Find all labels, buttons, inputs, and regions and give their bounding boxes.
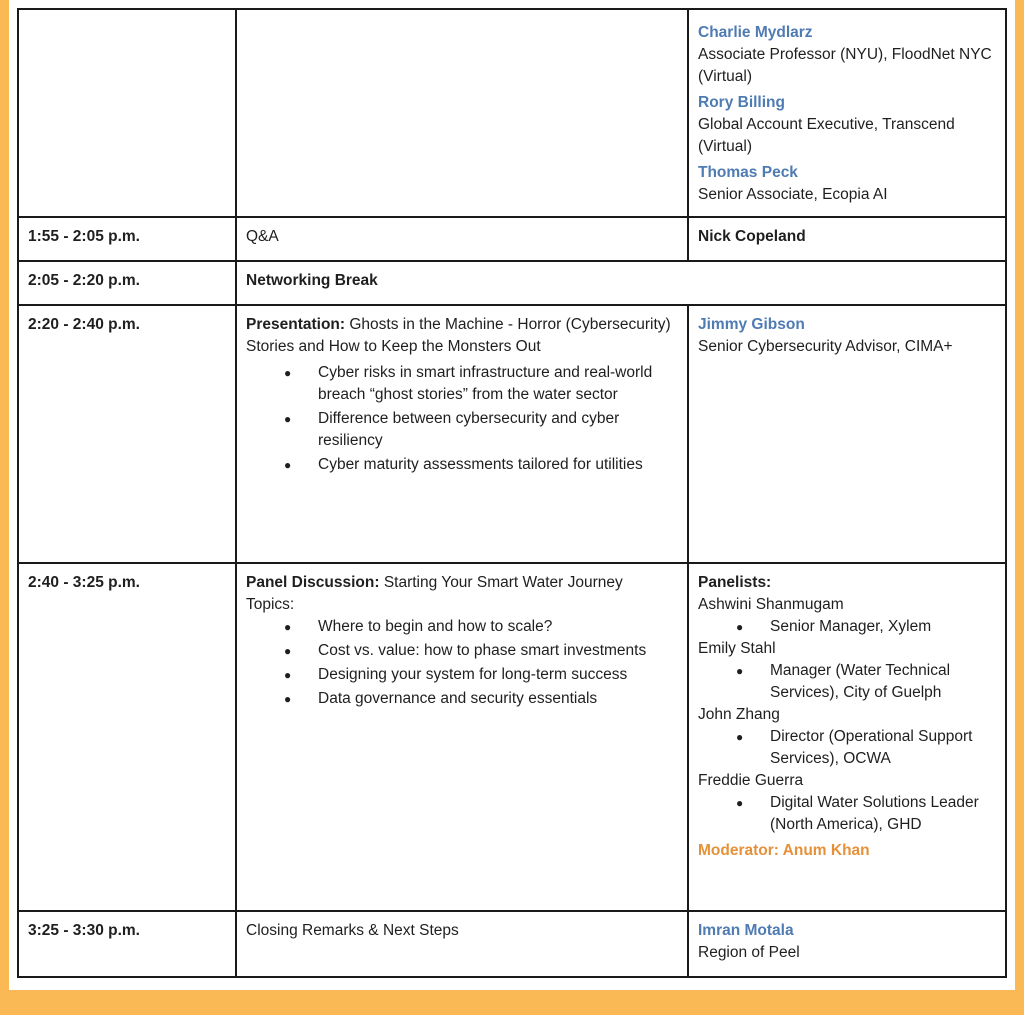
- panelist-role-list: [698, 660, 996, 704]
- session-cell: [236, 563, 688, 911]
- speaker-role: Associate Professor (NYU), FloodNet NYC (Virtual): [698, 46, 992, 85]
- table-row: [18, 261, 1006, 305]
- time-cell: 2:40 - 3:25 p.m.: [18, 563, 236, 911]
- speaker-name: Thomas Peck: [698, 164, 798, 181]
- panelist-role: ● Manager (Water Technical Services), City of Guelph: [770, 660, 996, 704]
- panelists-cell: [688, 563, 1006, 911]
- topics-label: Topics:: [246, 596, 295, 613]
- panelist-role: ● Digital Water Solutions Leader (North America), GHD: [770, 792, 996, 836]
- session-title: Closing Remarks & Next Steps: [236, 911, 688, 977]
- speaker-name: Imran Motala: [698, 922, 794, 939]
- speaker-name: Rory Billing: [698, 94, 785, 111]
- session-label: Presentation:: [246, 316, 346, 333]
- panelist-name: Ashwini Shanmugam: [698, 596, 844, 613]
- list-item: ● Designing your system for long-term success: [318, 664, 678, 686]
- panelist-role-list: [698, 726, 996, 770]
- speaker-role: Senior Cybersecurity Advisor, CIMA+: [698, 338, 953, 355]
- speaker-role: Senior Associate, Ecopia AI: [698, 186, 888, 203]
- list-item: ● Cost vs. value: how to phase smart investments: [318, 640, 678, 662]
- session-cell: [236, 305, 688, 563]
- session-title: Networking Break: [236, 261, 1006, 305]
- panelist-role: ● Director (Operational Support Services), OCWA: [770, 726, 996, 770]
- session-title: Q&A: [236, 217, 688, 261]
- panelist-name: Freddie Guerra: [698, 772, 804, 789]
- agenda-table: [17, 8, 1007, 978]
- speaker-role: Global Account Executive, Transcend (Virtual): [698, 116, 955, 155]
- panelist-name: John Zhang: [698, 706, 780, 723]
- list-item: ● Cyber risks in smart infrastructure and real-world breach “ghost stories” from the water sector: [318, 362, 678, 406]
- panelist-role-list: [698, 792, 996, 836]
- list-item: ● Difference between cybersecurity and cyber resiliency: [318, 408, 678, 452]
- speakers-cell: [688, 305, 1006, 563]
- moderator: Moderator: Anum Khan: [698, 842, 870, 859]
- speaker-name: Jimmy Gibson: [698, 316, 805, 333]
- topic-list: [246, 362, 678, 476]
- panelist-role-list: [698, 616, 996, 638]
- list-item: ● Cyber maturity assessments tailored for utilities: [318, 454, 678, 476]
- time-cell: 2:05 - 2:20 p.m.: [18, 261, 236, 305]
- topic-list: [246, 616, 678, 710]
- session-title: Ghosts in the Machine - Horror (Cybersecurity) Stories and How to Keep the Monsters Out: [246, 316, 671, 355]
- table-row: [18, 563, 1006, 911]
- panelists-label: Panelists:: [698, 574, 772, 591]
- speaker-name: Charlie Mydlarz: [698, 24, 813, 41]
- speaker-role: Region of Peel: [698, 944, 800, 961]
- table-row: [18, 305, 1006, 563]
- table-row: [18, 911, 1006, 977]
- session-title: Starting Your Smart Water Journey: [383, 574, 623, 591]
- time-cell: 2:20 - 2:40 p.m.: [18, 305, 236, 563]
- panelist-name: Emily Stahl: [698, 640, 776, 657]
- list-item: ● Data governance and security essentials: [318, 688, 678, 710]
- time-cell: [18, 9, 236, 217]
- speaker-name: Nick Copeland: [688, 217, 1006, 261]
- time-cell: 3:25 - 3:30 p.m.: [18, 911, 236, 977]
- speakers-cell: [688, 911, 1006, 977]
- panelist-role: ● Senior Manager, Xylem: [770, 616, 996, 638]
- table-row: [18, 217, 1006, 261]
- session-label: Panel Discussion:: [246, 574, 380, 591]
- agenda-page: [9, 0, 1015, 990]
- time-cell: 1:55 - 2:05 p.m.: [18, 217, 236, 261]
- speakers-cell: [688, 9, 1006, 217]
- table-row: [18, 9, 1006, 217]
- session-cell: [236, 9, 688, 217]
- list-item: ● Where to begin and how to scale?: [318, 616, 678, 638]
